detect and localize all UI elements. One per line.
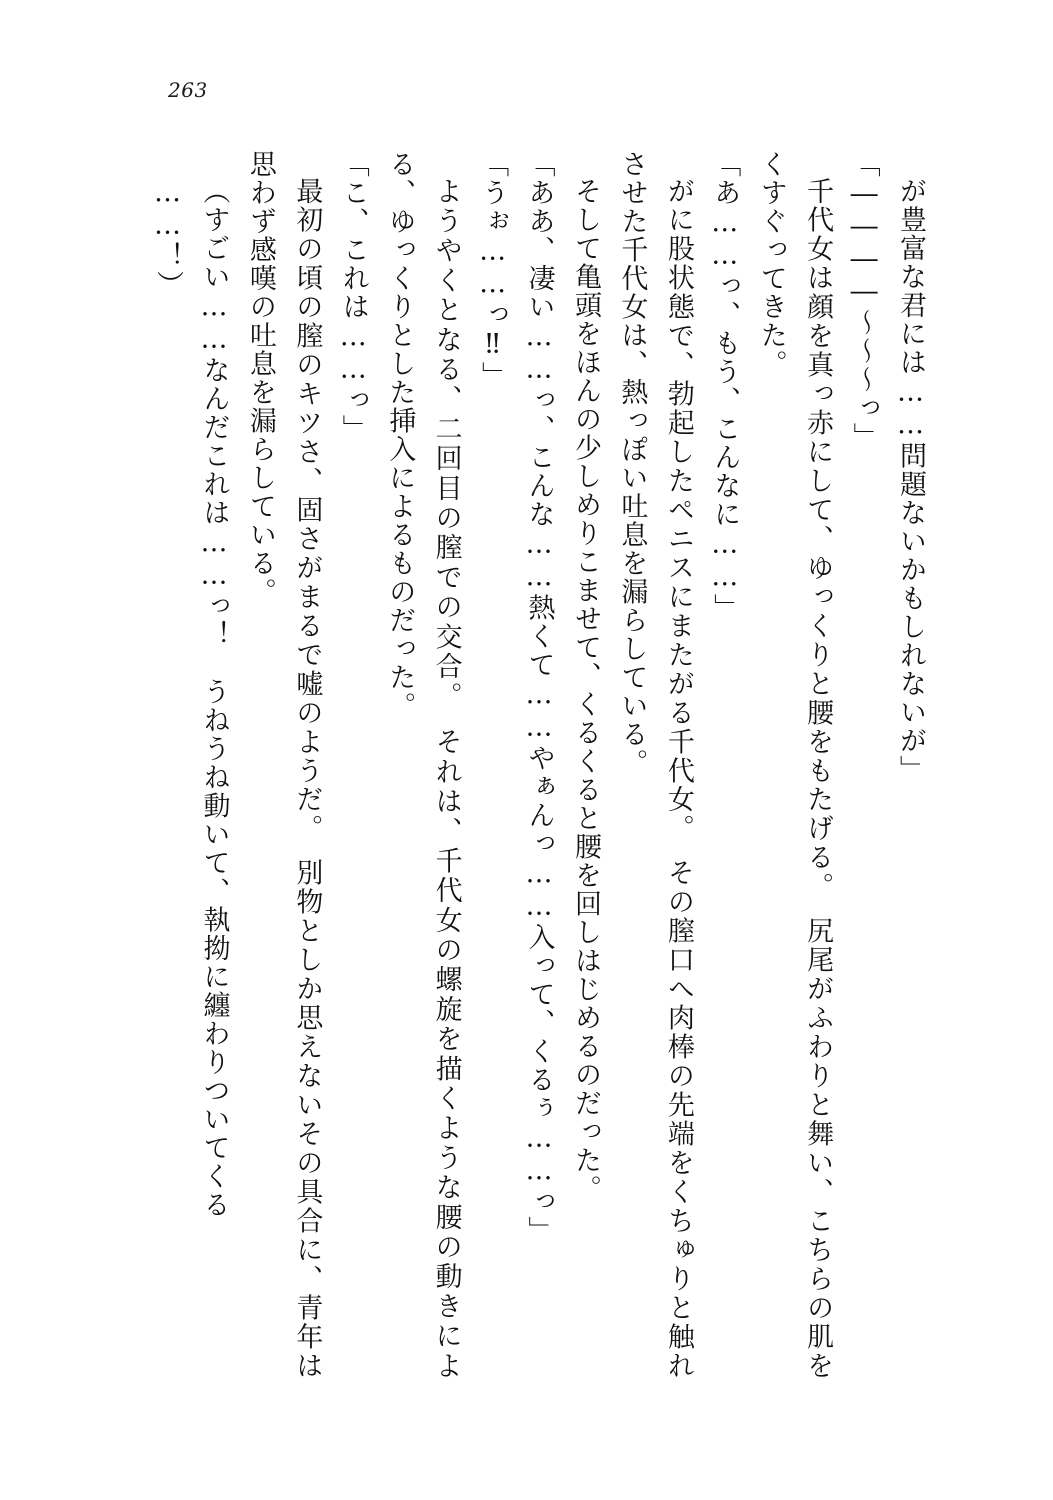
paragraph: 「あ……っ、もう、こんなに……」 (709, 150, 741, 622)
paragraph: 「――――〜〜〜っ」 (848, 150, 880, 451)
paragraph: （すごい……なんだこれは……っ！ うねうね動いて、執拗に纏わりついてくる (198, 177, 230, 1219)
paragraph: ようやくとなる、二回目の膣での交合。 それは、千代女の螺旋を描くような腰の動きによる、ゆっくりとした挿入によるものだった。 (384, 150, 462, 1380)
page-body-text (133, 150, 933, 1380)
paragraph: そして亀頭をほんの少しめりこませて、くるくると腰を回しはじめるのだった。 (569, 177, 601, 1203)
page-number: 263 (168, 78, 208, 102)
paragraph: が豊富な君には……問題ないかもしれないが」 (895, 177, 926, 784)
paragraph: ……！） (152, 177, 183, 299)
paragraph: 「こ、これは……っ」 (337, 150, 369, 443)
paragraph: がに股状態で、勃起したペニスにまたがる千代女。 その膣口へ肉棒の先端をくちゅりと触れさせた千代女は、熱っぽい吐息を漏らしている。 (616, 150, 694, 1380)
paragraph: 千代女は顔を真っ赤にして、ゆっくりと腰をもたげる。 尻尾がふわりと舞い、こちらの肌をくすぐってきた。 (755, 150, 834, 1380)
paragraph: 「ああ、凄い……っ、こんな……熱くて……やぁんっ……入って、くるぅ……っ」 (523, 150, 555, 1245)
paragraph: 「うぉ……っ‼」 (477, 150, 509, 390)
paragraph: 最初の頃の膣のキツさ、固さがまるで嘘のようだ。 別物としか思えないその具合に、青年は思わず感嘆の吐息を漏らしている。 (244, 150, 323, 1380)
